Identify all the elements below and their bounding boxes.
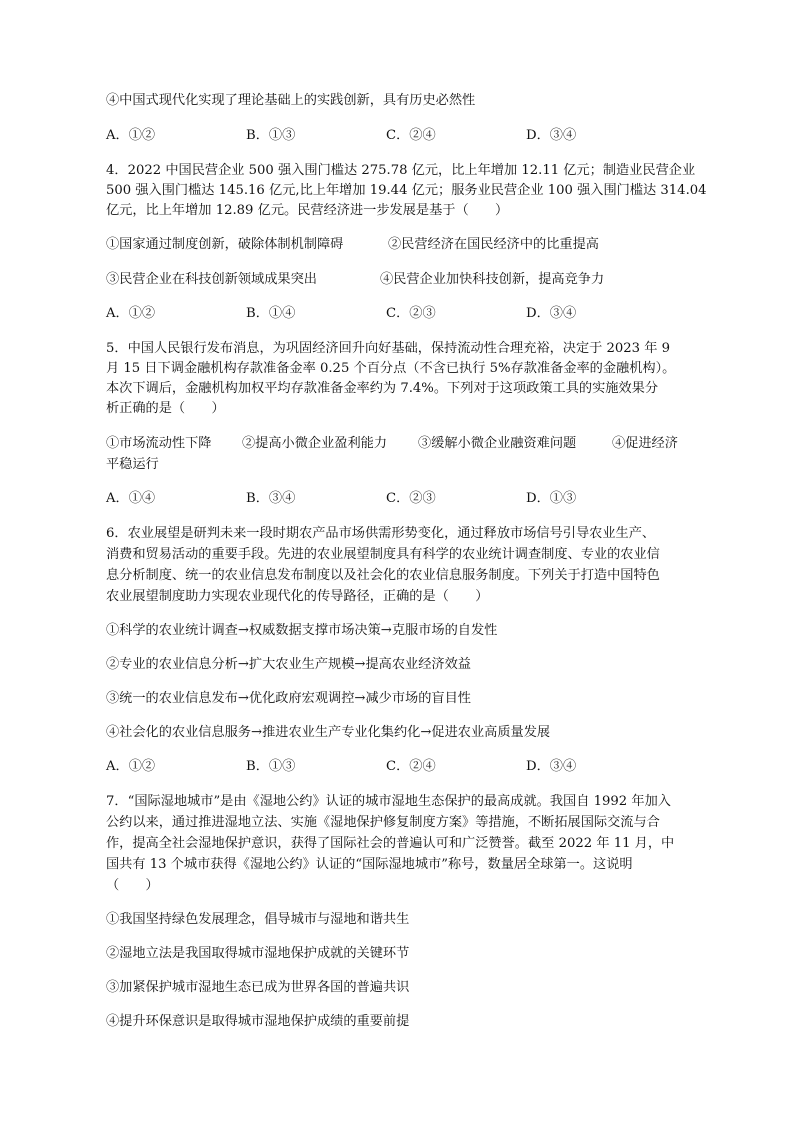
q6-option-d: D．③④ <box>526 759 577 774</box>
q6-item-2: ②专业的农业信息分析→扩大农业生产规模→提高农业经济效益 <box>106 657 471 672</box>
q7-item-4: ④提升环保意识是取得城市湿地保护成绩的重要前提 <box>106 1014 410 1029</box>
q4-item-3: ③民营企业在科技创新领域成果突出 <box>106 272 317 287</box>
q5-item-1: ①市场流动性下降 <box>106 436 212 451</box>
q4-option-d: D．③④ <box>526 306 577 321</box>
q6-item-3: ③统一的农业信息发布→优化政府宏观调控→减少市场的盲目性 <box>106 691 471 706</box>
q4-item-1: ①国家通过制度创新，破除体制机制障碍 <box>106 237 344 252</box>
q7-item-3: ③加紧保护城市湿地生态已成为世界各国的普遍共识 <box>106 980 410 995</box>
q6-item-4: ④社会化的农业信息服务→推进农业生产专业化集约化→促进农业高质量发展 <box>106 725 551 740</box>
q5-option-b: B．③④ <box>246 491 296 506</box>
q5-option-c: C．②③ <box>386 491 436 506</box>
q4-stem-line-3: 亿元，比上年增加 12.89 亿元。民营经济进一步发展是基于（ ） <box>106 203 509 218</box>
q4-option-b: B．①④ <box>246 306 296 321</box>
q3-option-a: A．①② <box>106 128 156 143</box>
q3-option-d: D．③④ <box>526 128 577 143</box>
q7-item-1: ①我国坚持绿色发展理念，倡导城市与湿地和谐共生 <box>106 912 410 927</box>
q6-option-a: A．①② <box>106 759 156 774</box>
q4-stem-line-1: 4．2022 中国民营企业 500 强入围门槛达 275.78 亿元，比上年增加 12.11 亿元；制造业民营企业 <box>106 163 696 178</box>
q6-stem-line-3: 息分析制度、统一的农业信息发布制度以及社会化的农业信息服务制度。下列关于打造中国特色 <box>106 568 660 583</box>
q3-item-4: ④中国式现代化实现了理论基础上的实践创新，具有历史必然性 <box>106 93 476 108</box>
q6-stem-line-4: 农业展望制度助力实现农业现代化的传导路径，正确的是（ ） <box>106 589 489 604</box>
q6-stem-line-1: 6．农业展望是研判未来一段时期农产品市场供需形势变化，通过释放市场信号引导农业生产、 <box>106 526 656 541</box>
q5-item-4: ④促进经济 <box>612 436 678 451</box>
q7-item-2: ②湿地立法是我国取得城市湿地保护成就的关键环节 <box>106 946 410 961</box>
q5-stem-line-2: 月 15 日下调金融机构存款准备金率 0.25 个百分点（不含已执行 5%存款准备金率的金融机构）。 <box>106 361 676 376</box>
q5-item-3: ③缓解小微企业融资难问题 <box>418 436 577 451</box>
q4-item-2: ②民营经济在国民经济中的比重提高 <box>388 237 599 252</box>
q6-item-1: ①科学的农业统计调查→权威数据支撑市场决策→克服市场的自发性 <box>106 623 498 638</box>
q3-option-b: B．①③ <box>246 128 296 143</box>
q5-stem-line-1: 5．中国人民银行发布消息，为巩固经济回升向好基础，保持流动性合理充裕，决定于 2023 年 9 <box>106 341 671 356</box>
q7-stem-line-3: 作，提高全社会湿地保护意识，获得了国际社会的普遍认可和广泛赞誉。截至 2022 年 11 月，中 <box>106 836 675 851</box>
q6-option-c: C．②④ <box>386 759 436 774</box>
q5-item-4-cont: 平稳运行 <box>106 457 159 472</box>
q5-stem-line-4: 析正确的是（ ） <box>106 401 225 416</box>
q7-stem-line-1: 7．“国际湿地城市”是由《湿地公约》认证的城市湿地生态保护的最高成就。我国自 1992 年加入 <box>106 794 671 809</box>
q5-item-2: ②提高小微企业盈利能力 <box>242 436 388 451</box>
q4-item-4: ④民营企业加快科技创新，提高竞争力 <box>380 272 605 287</box>
q7-stem-line-5: （ ） <box>106 878 159 893</box>
q7-stem-line-2: 公约以来，通过推进湿地立法、实施《湿地保护修复制度方案》等措施，不断拓展国际交流与合 <box>106 815 660 830</box>
q5-option-d: D．①③ <box>526 491 577 506</box>
q6-option-b: B．①③ <box>246 759 296 774</box>
q6-stem-line-2: 消费和贸易活动的重要手段。先进的农业展望制度具有科学的农业统计调查制度、专业的农业信 <box>106 547 660 562</box>
q7-stem-line-4: 国共有 13 个城市获得《湿地公约》认证的“国际湿地城市”称号，数量居全球第一。这说明 <box>106 857 633 872</box>
q4-option-c: C．②③ <box>386 306 436 321</box>
q4-option-a: A．①② <box>106 306 156 321</box>
q4-stem-line-2: 500 强入围门槛达 145.16 亿元,比上年增加 19.44 亿元；服务业民营企业 100 强入围门槛达 314.04 <box>106 183 707 198</box>
q3-option-c: C．②④ <box>386 128 436 143</box>
q5-option-a: A．①④ <box>106 491 156 506</box>
q5-stem-line-3: 本次下调后，金融机构加权平均存款准备金率约为 7.4%。下列对于这项政策工具的实施效果分 <box>106 381 659 396</box>
